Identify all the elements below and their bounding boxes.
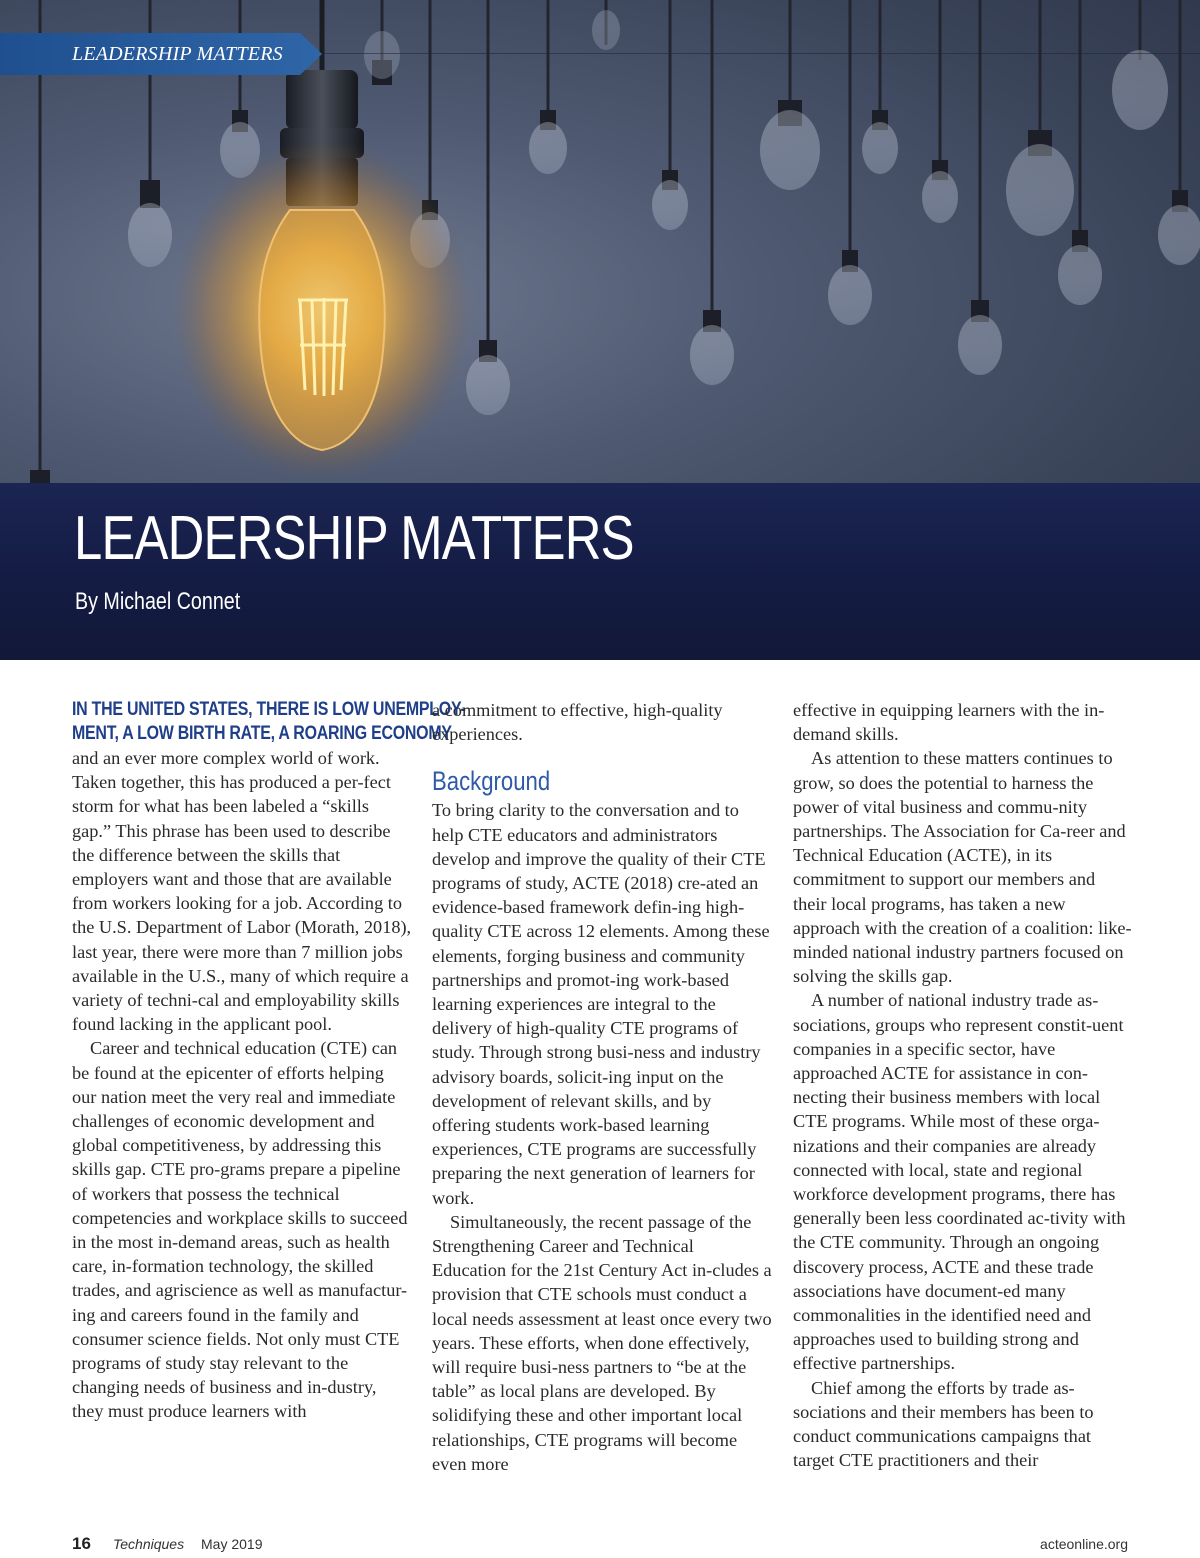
publication-name: Techniques bbox=[113, 1536, 185, 1552]
column-3 bbox=[793, 698, 1133, 1473]
paragraph: effective in equipping learners with the in-demand skills. bbox=[793, 700, 1105, 745]
page-footer bbox=[0, 1534, 1200, 1556]
paragraph: Career and technical education (CTE) can be found at the epicenter of efforts helping our nation meet the very real and immediate challenges of economic development and global competitiveness, by addressing this skills gap. CTE pro-grams prepare a pipeline of workers that possess the technical competencies and workplace skills to succeed in the most in-demand areas, such as health care, in-formation technology, the skilled trades, and agriscience as well as manufactur-ing and careers found in the family and consumer science fields. Not only must CTE programs of study stay relevant to the changing needs of business and in-dustry, they must produce learners with bbox=[72, 1038, 408, 1422]
lead-in-line-2: MENT, A LOW BIRTH RATE, A ROARING ECONOMY bbox=[72, 723, 452, 744]
issue-date: May 2019 bbox=[201, 1536, 263, 1552]
page-number: 16 bbox=[72, 1534, 91, 1553]
paragraph: As attention to these matters continues to grow, so does the potential to harness the power of vital business and commu-nity partnerships. The Association for Ca-reer and Technical Education (ACTE), in its commitment to support our members and their local programs, has taken a new approach with the creation of a coalition: like-minded national industry partners focused on solving the skills gap. bbox=[793, 748, 1132, 987]
column-2 bbox=[432, 698, 772, 1476]
paragraph: and an ever more complex world of work. Taken together, this has produced a per-fect storm for what has been labeled a “skills gap.” This phrase has been used to describe the difference between the skills that employers want and those that are available from workers looking for a job. According to the U.S. Department of Labor (Morath, 2018), last year, there were more than 7 million jobs available in the U.S., many of which require a variety of techni-cal and employability skills found lacking in the applicant pool. bbox=[72, 748, 412, 1035]
article-title: LEADERSHIP MATTERS bbox=[74, 504, 634, 573]
section-heading: Background bbox=[432, 766, 551, 797]
paragraph: Chief among the efforts by trade as-sociations and their members has been to conduct communications campaigns that target CTE practitioners and their bbox=[793, 1377, 1094, 1471]
paragraph: To bring clarity to the conversation and to help CTE educators and administrators develop and improve the quality of their CTE programs of study, ACTE (2018) cre-ated an evidence-based framework defin-ing high-quality CTE across 12 elements. Among these elements, forging business and community partnerships and promot-ing work-based learning experiences are integral to the delivery of high-quality CTE programs of study. Through strong busi-ness and industry advisory boards, solicit-ing input on the development of relevant skills, and by offering students work-based learning experiences, CTE programs are successfully preparing the next generation of learners for work. bbox=[432, 800, 770, 1208]
column-1 bbox=[72, 698, 466, 1424]
lead-in-line-1: IN THE UNITED STATES, THERE IS LOW UNEMPLOY- bbox=[72, 699, 466, 720]
paragraph: A number of national industry trade as-sociations, groups who represent constit-uent companies in a specific sector, have approached ACTE for assistance in con-necting their business members with local CTE programs. While most of these orga-nizations and their companies are already connected with local, state and regional workforce development programs, there has generally been less coordinated ac-tivity with the CTE community. Through an ongoing discovery process, ACTE and these trade associations have document-ed many commonalities in the identified need and approaches used to building strong and effective partnerships. bbox=[793, 990, 1126, 1374]
paragraph: a commitment to effective, high-quality experiences. bbox=[432, 700, 723, 745]
hero-image bbox=[0, 0, 1200, 660]
website-link[interactable]: acteonline.org bbox=[1040, 1536, 1128, 1552]
section-divider bbox=[322, 53, 1200, 54]
paragraph: Simultaneously, the recent passage of the Strengthening Career and Technical Education for the 21st Century Act in-cludes a provision that CTE schools must conduct a local needs assessment at least once every two years. These efforts, when done effectively, will require busi-ness partners to “be at the table” as local plans are developed. By solidifying these and other important local relationships, CTE programs will become even more bbox=[432, 1211, 772, 1474]
article-byline: By Michael Connet bbox=[75, 588, 241, 615]
section-tab-label: LEADERSHIP MATTERS bbox=[72, 43, 283, 65]
